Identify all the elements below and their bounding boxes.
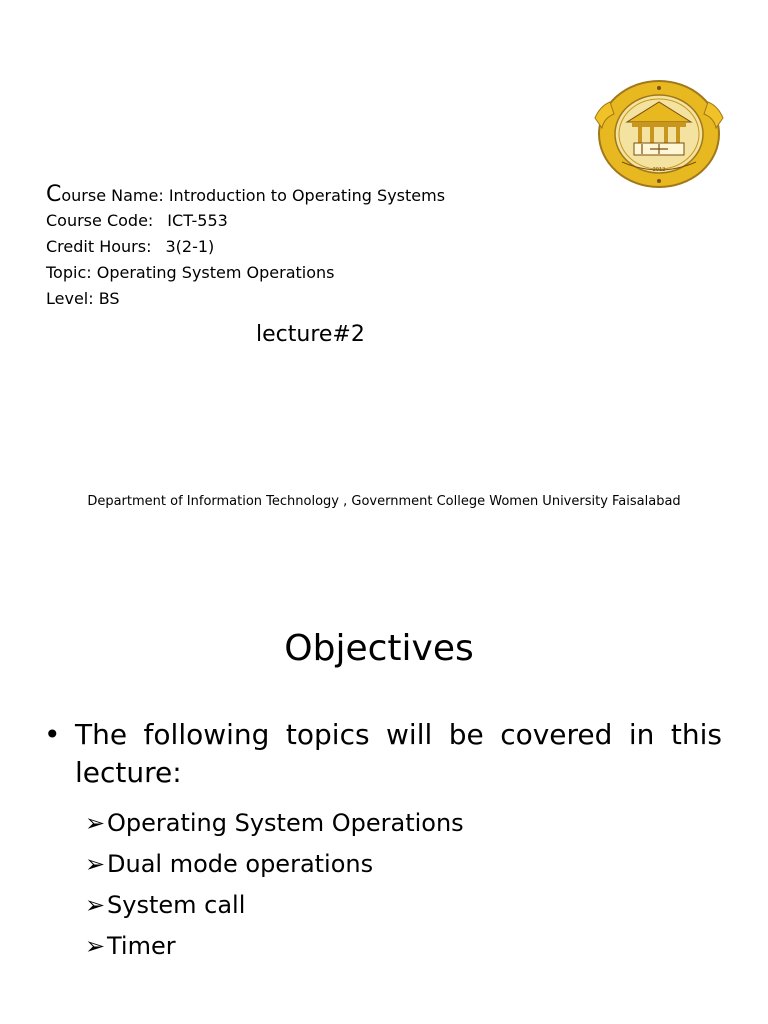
arrow-bullet-icon: ➢ [85,850,106,878]
list-item: ➢Timer [85,926,464,967]
slide-title: Objectives [284,628,474,669]
list-item: ➢Operating System Operations [85,803,464,844]
course-name: Course Name: Introduction to Operating Systems [46,182,446,207]
arrow-bullet-icon: ➢ [85,891,106,919]
topic: Topic: Operating System Operations [46,263,335,282]
objectives-bullet [44,716,722,792]
course-info [46,182,445,312]
department-footer: Department of Information Technology , Government College Women University Faisalabad [87,494,681,509]
course-code: Course Code: ICT-553 [46,211,228,230]
list-item: ➢System call [85,885,464,926]
bullet-text: The following topics will be covered in this lecture: [75,718,722,789]
list-item: ➢Dual mode operations [85,844,464,885]
arrow-bullet-icon: ➢ [85,932,106,960]
credit-hours: Credit Hours: 3(2-1) [46,237,215,256]
topics-list [85,803,464,967]
arrow-bullet-icon: ➢ [85,809,106,837]
university-crest-icon [592,78,726,190]
lecture-number: lecture#2 [256,322,365,347]
level: Level: BS [46,289,120,308]
svg-text:2012: 2012 [652,167,666,173]
bullet-icon: • [44,718,61,751]
